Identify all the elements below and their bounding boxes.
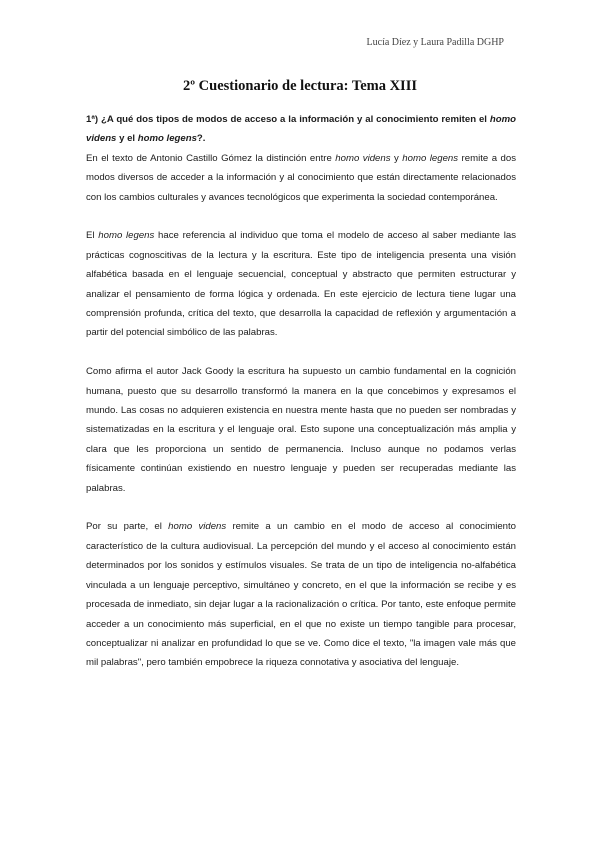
paragraph-text: hace referencia al individuo que toma el modelo de acceso al saber mediante las prácticas cognoscitivas de la lectura y la escritura. Este tipo de inteligencia presenta una visión alfabética basada en el lenguaje secuencial, conceptual y abstracto que permiten estructurar y analizar el pensamiento de forma lógica y ordenada. En este ejercicio de lectura tiene lugar una comprensión profunda, crítica del texto, que desarrolla la capacidad de reflexión y argumentación a partir del potencial simbólico de las palabras. [86, 230, 516, 339]
paragraph-text: remite a dos modos diversos de acceder a la información y al conocimiento que están directamente relacionados con los cambios culturales y avances tecnológicos que experimenta la sociedad contemporánea. [86, 152, 516, 203]
term-homo-legens: homo legens [98, 230, 155, 242]
term-homo-videns: homo videns [335, 152, 391, 164]
header-author: Lucía Díez y Laura Padilla DGHP [366, 37, 504, 48]
question-text: ?. [196, 133, 206, 145]
paragraph-text: Por su parte, el [86, 521, 169, 533]
term-homo-legens: homo legens [402, 152, 459, 164]
document-body [86, 110, 516, 673]
question-term-homo-videns: homo videns [86, 114, 516, 145]
question-text: y el [116, 133, 138, 145]
paragraph-1 [86, 149, 516, 207]
question-term-homo-legens: homo legens [137, 133, 197, 145]
question-text: 1ª) ¿A qué dos tipos de modos de acceso a la información y al conocimiento remiten el [86, 114, 490, 125]
paragraph-text: y [390, 152, 403, 164]
paragraph-2 [86, 226, 516, 342]
paragraph-text: El [86, 230, 99, 242]
paragraph-4 [86, 517, 516, 672]
question-heading [86, 110, 516, 149]
paragraph-3: Como afirma el autor Jack Goody la escritura ha supuesto un cambio fundamental en la cognición humana, puesto que su desarrollo transformó la manera en la que concebimos y expresamos el mundo. Las cosas no adquieren existencia en nuestra mente hasta que no pueden ser nombradas y sistematizadas en la escritura y el lenguaje oral. Esto supone una conceptualización más amplia y clara que les proporciona un sentido de permanencia. Incluso aunque no podamos verlas físicamente continúan existiendo en nuestro lenguaje y pueden ser recuperadas mediante las palabras. [86, 366, 516, 494]
paragraph-text: remite a un cambio en el modo de acceso al conocimiento característico de la cultura audiovisual. La percepción del mundo y el acceso al conocimiento están determinados por los sonidos y estímulos visuales. Se trata de un tipo de inteligencia no-alfabética vinculada a un lenguaje perceptivo, simultáneo y concreto, en el que la información se recibe y es procesada de inmediato, sin dejar lugar a la racionalización o crítica. Por tanto, este enfoque permite acceder a un conocimiento más superficial, en el que no existe un tiempo tangible para procesar, conceptualizar ni analizar en profundidad lo que se ve. Como dice el texto, "la imagen vale más que mil palabras", pero también empobrece la riqueza connotativa y asociativa del lenguaje. [86, 521, 516, 669]
term-homo-videns: homo videns [168, 521, 227, 533]
document-title: 2º Cuestionario de lectura: Tema XIII [183, 78, 417, 94]
paragraph-text: En el texto de Antonio Castillo Gómez la distinción entre [86, 152, 336, 164]
